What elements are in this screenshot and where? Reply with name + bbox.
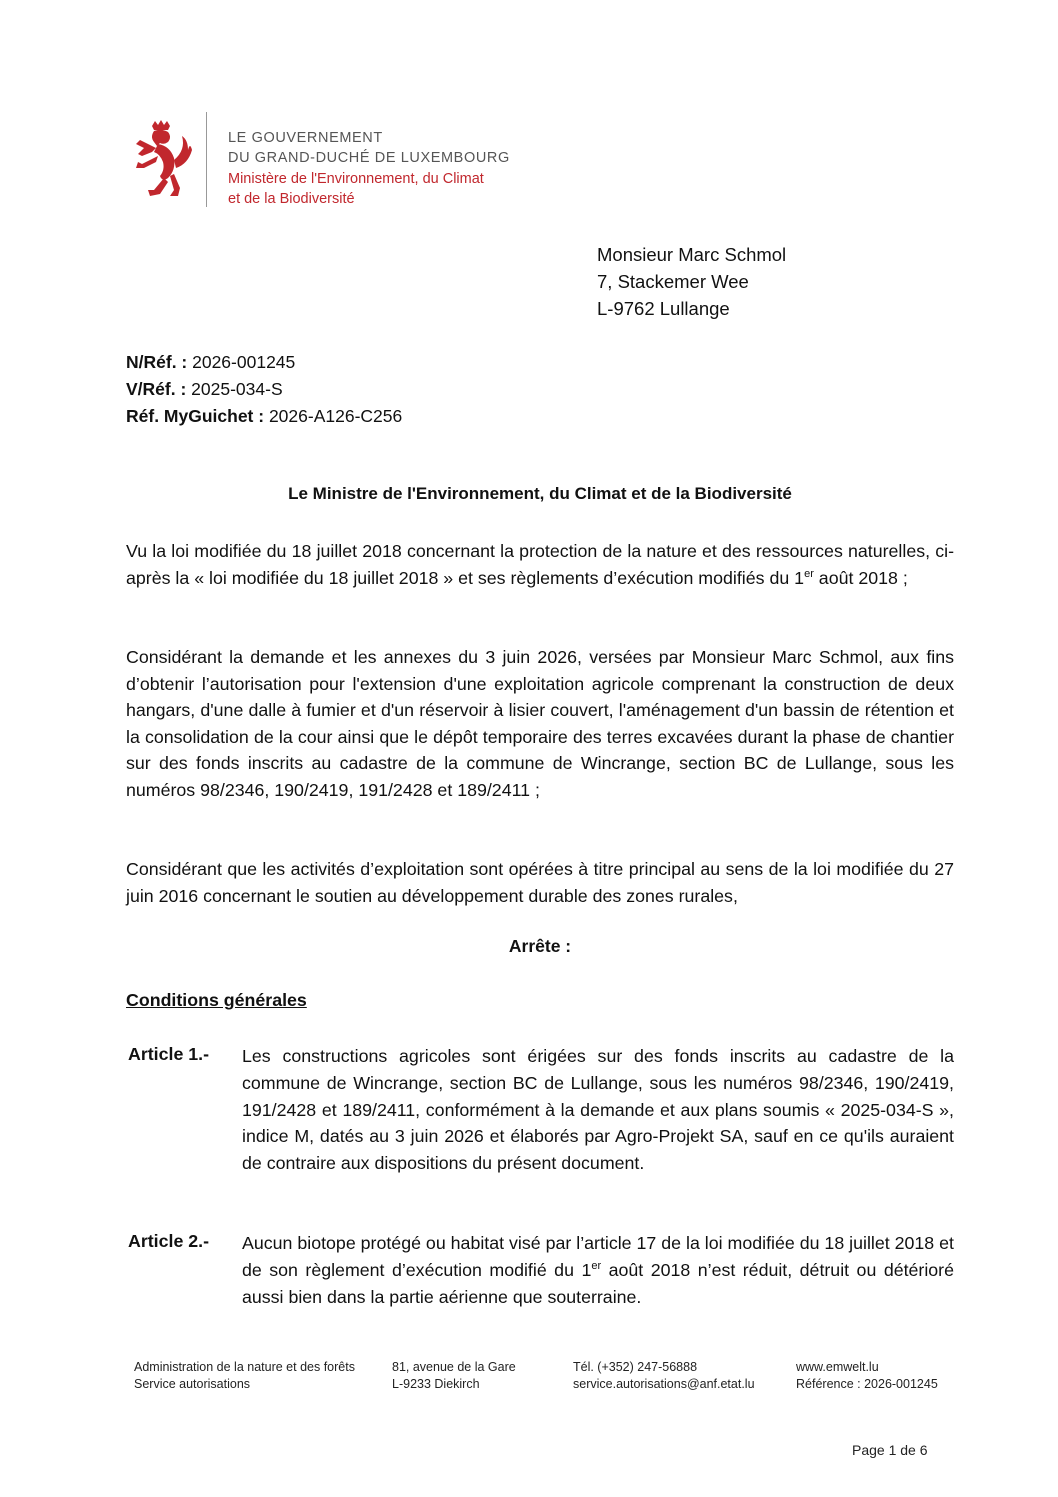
- document-title: Le Ministre de l'Environnement, du Climat et de la Biodiversité: [288, 484, 792, 503]
- article-2-label: Article 2.-: [128, 1231, 210, 1251]
- footer-contact: [573, 1359, 755, 1393]
- myguichet-reference: [126, 406, 402, 427]
- your-reference-label: V/Réf. :: [126, 379, 187, 399]
- footer-address-line-2: L-9233 Diekirch: [392, 1377, 480, 1391]
- footer-admin-line-1: Administration de la nature et des forêts: [134, 1360, 355, 1374]
- recipient-street: 7, Stackemer Wee: [597, 271, 749, 292]
- considerant-3: Considérant que les activités d’exploitation sont opérées à titre principal au sens de la loi modifiée du 27 juin 2016 concernant le soutien au développement durable des zones rurales,: [126, 859, 954, 906]
- footer-administration: [134, 1359, 355, 1393]
- our-reference-value: 2026-001245: [187, 352, 296, 372]
- considerant-2: Considérant la demande et les annexes du 3 juin 2026, versées par Monsieur Marc Schmol, aux fins d’obtenir l’autorisation pour l'extension d'une exploitation agricole comprenant la construction de deux hangars, d'une dalle à fumier et d'un réservoir à lisier couvert, l'aménagement d'un bassin de rétention et la consolidation de la cour ainsi que le dépôt temporaire des terres excavées durant la phase de chantier sur des fonds inscrits au cadastre de la commune de Wincrange, section BC de Lullange, sous les numéros 98/2346, 190/2419, 191/2428 et 189/2411 ;: [126, 647, 954, 800]
- footer-admin-line-2: Service autorisations: [134, 1377, 251, 1391]
- considerant-1: [126, 538, 954, 591]
- footer-address: [392, 1359, 516, 1393]
- page-number: Page 1 de 6: [852, 1442, 928, 1458]
- ministry-line-1: Ministère de l'Environnement, du Climat: [228, 171, 484, 187]
- article-2-sup: er: [591, 1259, 602, 1272]
- letterhead-divider: [206, 112, 207, 207]
- luxembourg-lion-logo-icon: [130, 120, 192, 198]
- footer-phone: Tél. (+352) 247-56888: [573, 1360, 698, 1374]
- arrete-heading: Arrête :: [508, 936, 572, 956]
- considerant-1-text: Vu la loi modifiée du 18 juillet 2018 concernant la protection de la nature et des ressources naturelles, ci-après la « loi modifiée du 18 juillet 2018 » et ses règlements d’exécution modifiés du 1: [126, 541, 954, 588]
- recipient-city: L-9762 Lullange: [597, 298, 730, 319]
- considerant-1-end: août 2018 ;: [813, 567, 908, 588]
- myguichet-reference-label: Réf. MyGuichet :: [126, 406, 265, 426]
- article-2-text-end: août 2018 n’est réduit, détruit ou détérioré aussi bien dans la partie aérienne que souterraine.: [242, 1259, 954, 1307]
- article-1-label: Article 1.-: [128, 1044, 210, 1064]
- myguichet-reference-value: 2026-A126-C256: [264, 406, 403, 426]
- recipient-name: Monsieur Marc Schmol: [597, 244, 787, 265]
- footer-website: [796, 1359, 938, 1393]
- your-reference-value: 2025-034-S: [186, 379, 283, 399]
- section-heading: Conditions générales: [126, 990, 307, 1010]
- footer-website-link: www.emwelt.lu: [796, 1360, 879, 1374]
- article-1-text: Les constructions agricoles sont érigées sur des fonds inscrits au cadastre de la commune de Wincrange, section BC de Lullange, sous les numéros 98/2346, 190/2419, 191/2428 et 189/2411, conformément à la demande et aux plans soumis « 2025-034-S », indice M, datés au 3 juin 2026 et élaborés par Agro-Projekt SA, sauf en ce qu'ils auraient de contraire aux dispositions du présent document.: [242, 1046, 954, 1174]
- ministry-line-2: et de la Biodiversité: [228, 191, 355, 207]
- footer-address-line-1: 81, avenue de la Gare: [392, 1360, 516, 1374]
- your-reference: [126, 379, 283, 400]
- considerant-1-sup: er: [804, 567, 814, 580]
- footer-reference: Référence : 2026-001245: [796, 1377, 938, 1391]
- article-2-text-start: Aucun biotope protégé ou habitat visé par l’article 17 de la loi modifiée du 18 juillet 2018 et de son règlement d’exécution modifié du 1: [242, 1233, 954, 1280]
- government-line-1: LE GOUVERNEMENT: [228, 130, 383, 146]
- government-line-2: DU GRAND-DUCHÉ DE LUXEMBOURG: [228, 150, 510, 166]
- article-2-text: [242, 1230, 954, 1310]
- our-reference-label: N/Réf. :: [126, 352, 188, 372]
- footer-email: service.autorisations@anf.etat.lu: [573, 1377, 755, 1391]
- our-reference: [126, 352, 295, 373]
